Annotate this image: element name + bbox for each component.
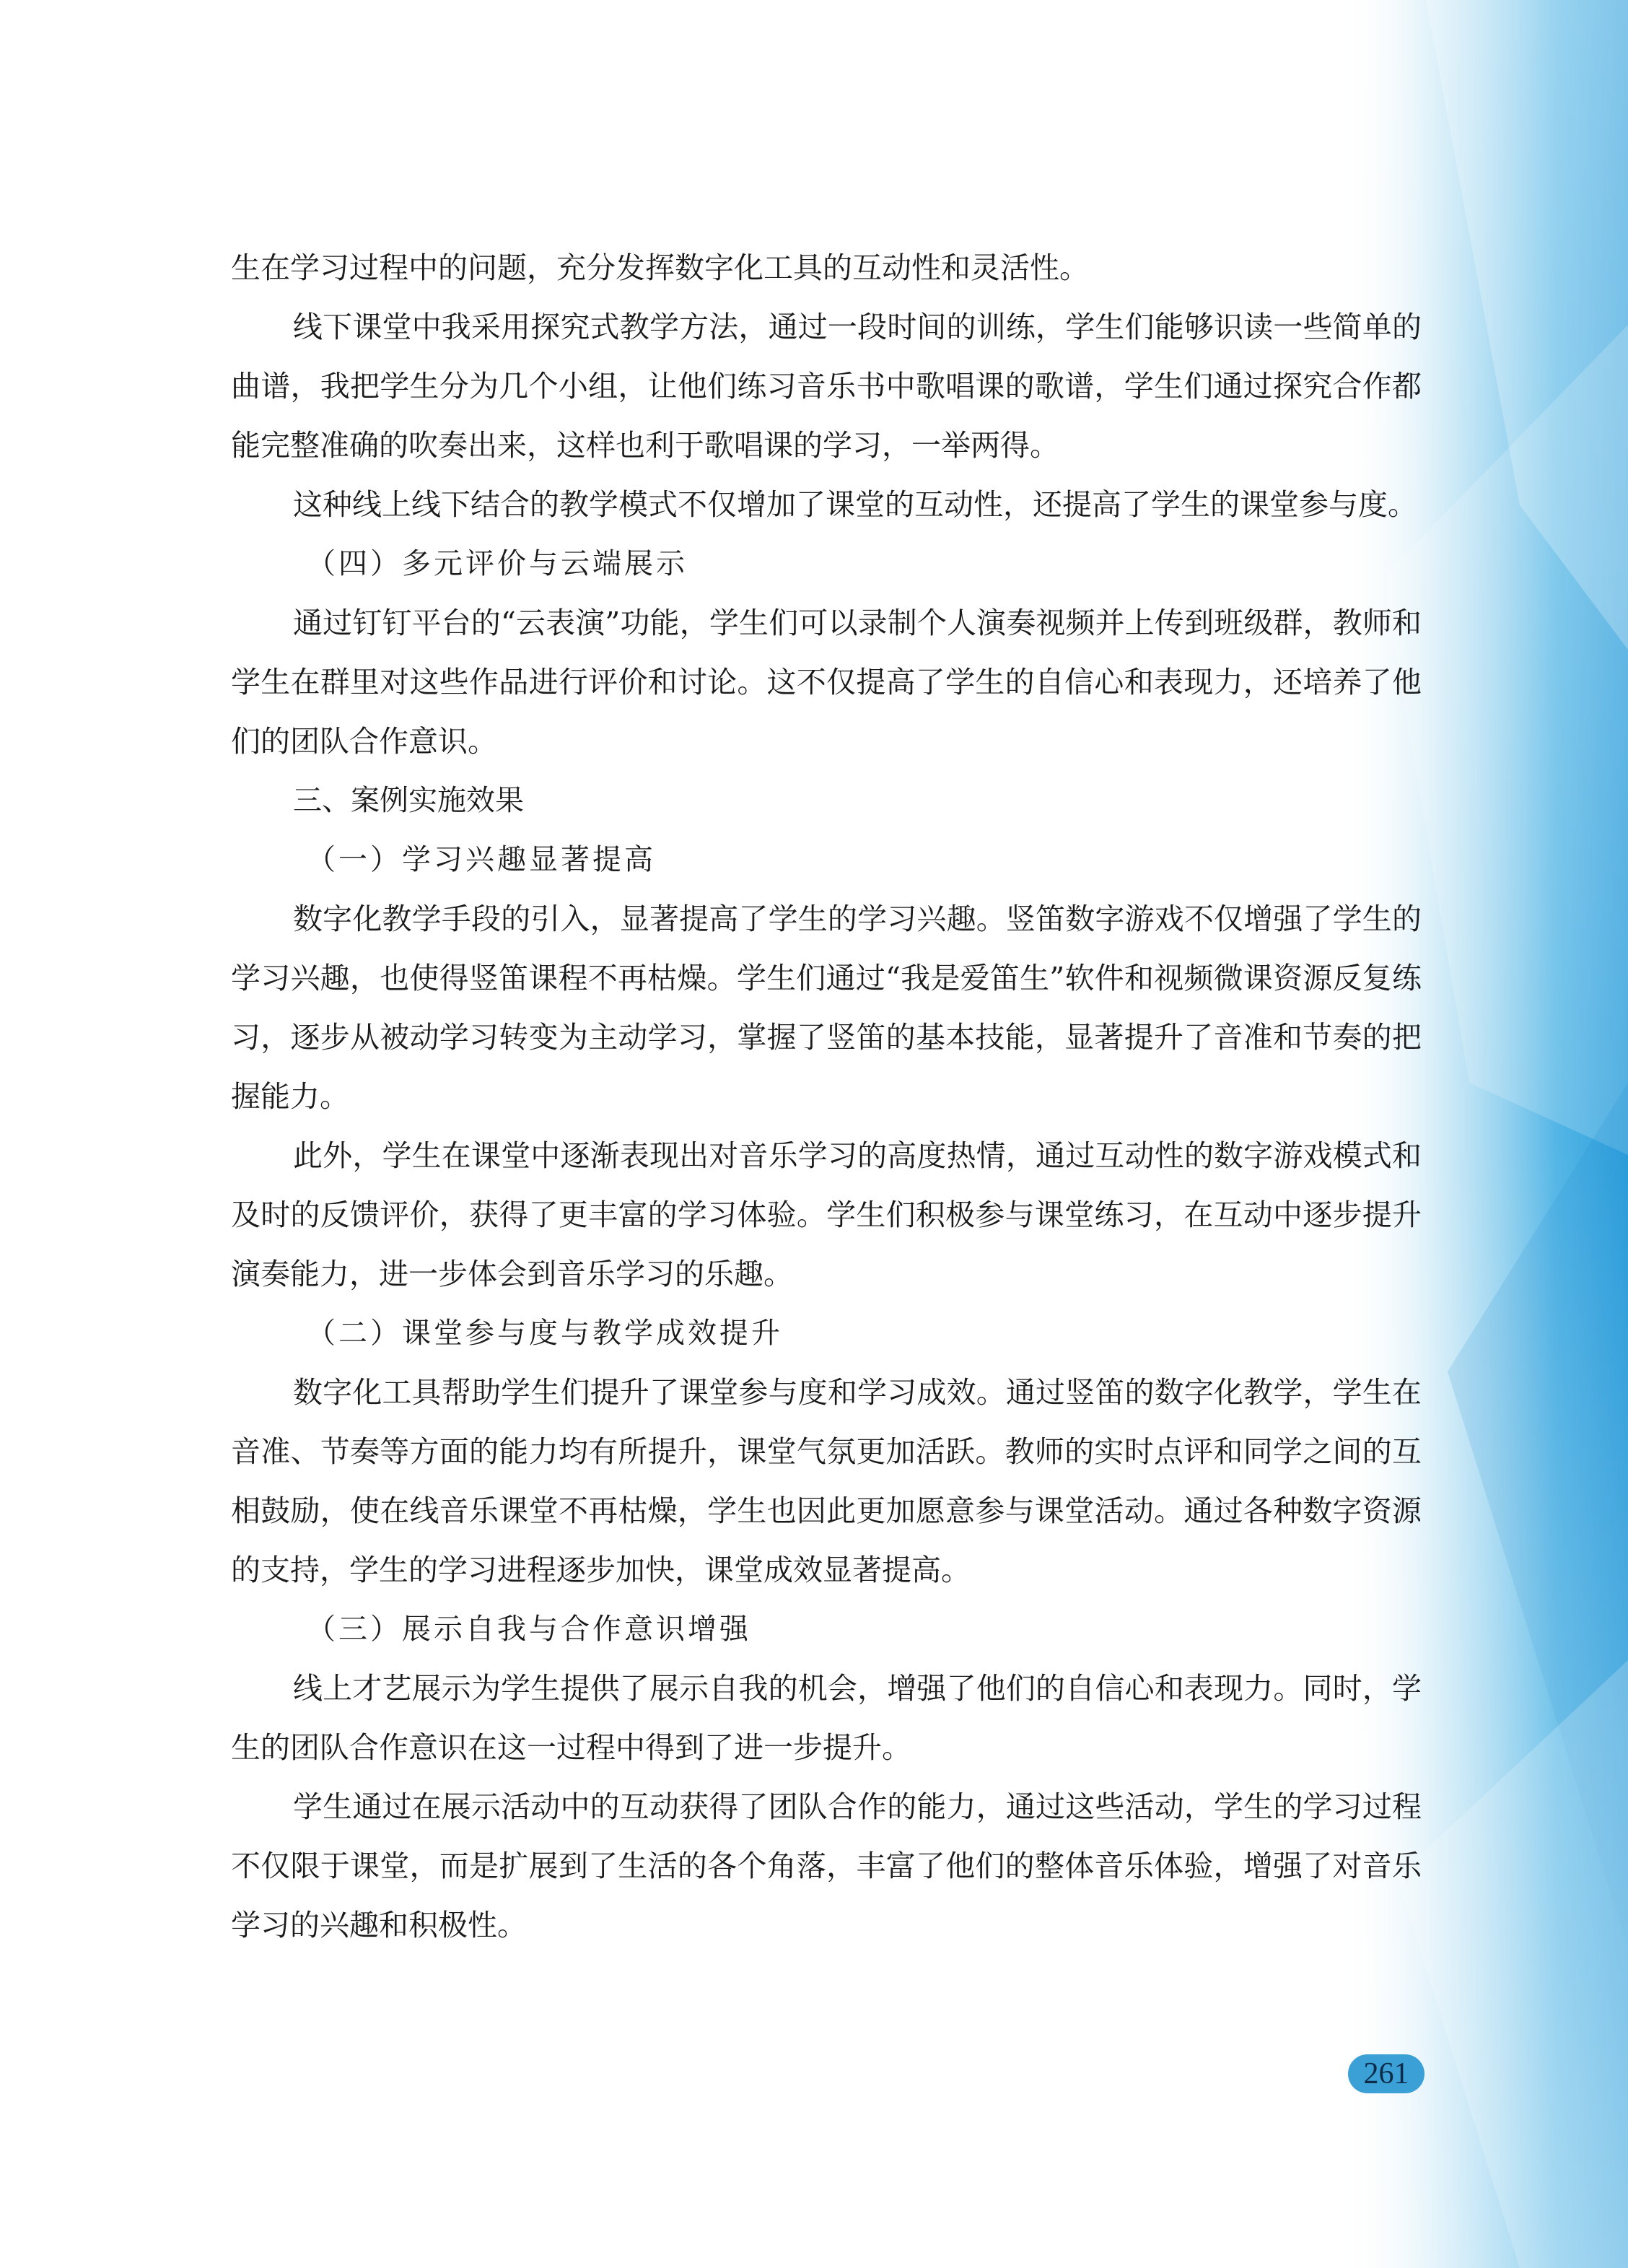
subheading: （二）课堂参与度与教学成效提升 [307, 1317, 783, 1350]
paragraph: 数字化工具帮助学生们提升了课堂参与度和学习成效。通过竖笛的数字化教学，学生在音准、节奏等方面的能力均有所提升，课堂气氛更加活跃。教师的实时点评和同学之间的互相鼓励，使在线音乐课堂不再枯燥，学生也因此更加愿意参与课堂活动。通过各种数字资源的支持，学生的学习进程逐步加快，课堂成效显著提高。 [231, 1375, 1422, 1587]
section-heading: 三、案例实施效果 [293, 784, 524, 817]
paragraph: 此外，学生在课堂中逐渐表现出对音乐学习的高度热情，通过互动性的数字游戏模式和及时的反馈评价，获得了更丰富的学习体验。学生们积极参与课堂练习，在互动中逐步提升演奏能力，进一步体会到音乐学习的乐趣。 [231, 1138, 1422, 1291]
paragraph: 通过钉钉平台的“云表演”功能，学生们可以录制个人演奏视频并上传到班级群，教师和学生在群里对这些作品进行评价和讨论。这不仅提高了学生的自信心和表现力，还培养了他们的团队合作意识。 [231, 606, 1422, 759]
subheading: （一）学习兴趣显著提高 [307, 843, 656, 876]
article-body [231, 238, 1422, 1955]
paragraph: 生在学习过程中的问题，充分发挥数字化工具的互动性和灵活性。 [231, 250, 1089, 285]
paragraph: 学生通过在展示活动中的互动获得了团队合作的能力，通过这些活动，学生的学习过程不仅限于课堂，而是扩展到了生活的各个角落，丰富了他们的整体音乐体验，增强了对音乐学习的兴趣和积极性。 [231, 1789, 1422, 1942]
paragraph: 线上才艺展示为学生提供了展示自我的机会，增强了他们的自信心和表现力。同时，学生的团队合作意识在这一过程中得到了进一步提升。 [231, 1671, 1422, 1765]
page-number-badge: 261 [1348, 2054, 1424, 2093]
subheading: （三）展示自我与合作意识增强 [307, 1613, 751, 1646]
paragraph: 线下课堂中我采用探究式教学方法，通过一段时间的训练，学生们能够识读一些简单的曲谱，我把学生分为几个小组，让他们练习音乐书中歌唱课的歌谱，学生们通过探究合作都能完整准确的吹奏出来，这样也利于歌唱课的学习，一举两得。 [231, 310, 1422, 463]
paragraph: 数字化教学手段的引入，显著提高了学生的学习兴趣。竖笛数字游戏不仅增强了学生的学习兴趣，也使得竖笛课程不再枯燥。学生们通过“我是爱笛生”软件和视频微课资源反复练习，逐步从被动学习转变为主动学习，掌握了竖笛的基本技能，显著提升了音准和节奏的把握能力。 [231, 902, 1422, 1114]
paragraph: 这种线上线下结合的教学模式不仅增加了课堂的互动性，还提高了学生的课堂参与度。 [293, 487, 1417, 522]
subheading: （四）多元评价与云端展示 [307, 547, 688, 580]
